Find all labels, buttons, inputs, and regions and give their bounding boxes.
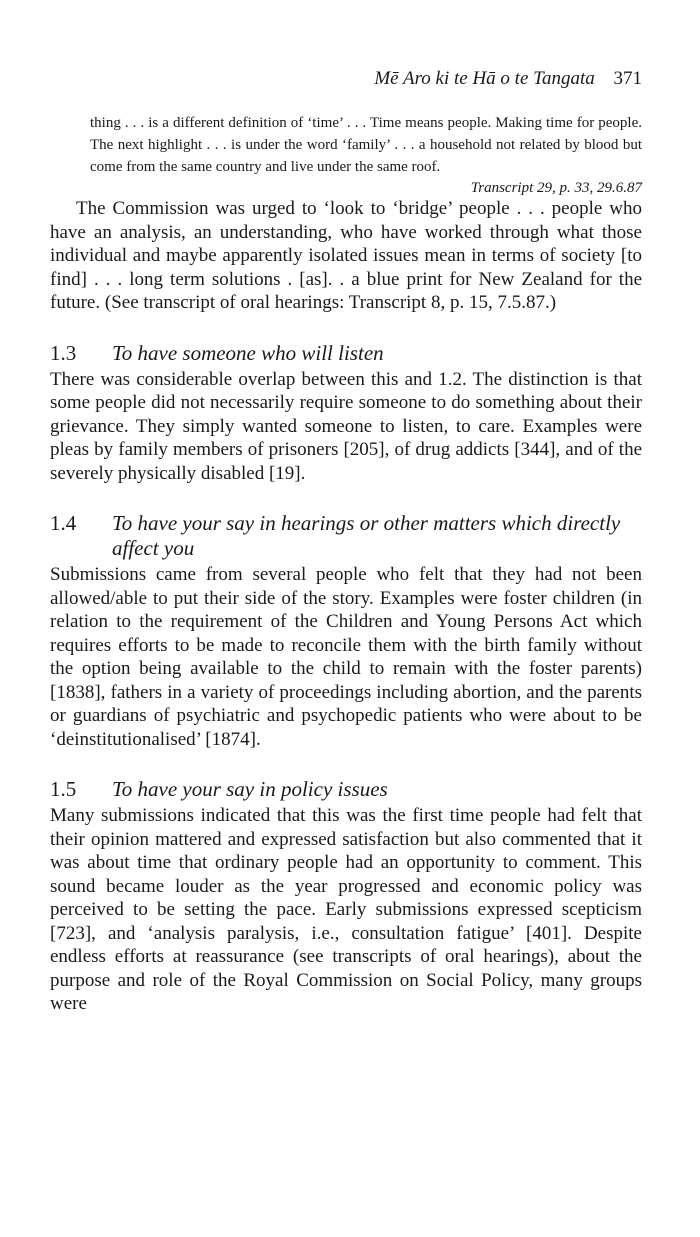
quote-citation: Transcript 29, p. 33, 29.6.87 — [470, 180, 642, 196]
section-body: Many submissions indicated that this was the first time people had felt that their opinion mattered and expressed satisfaction but also commented that it was about time that ordinary people had an opportunity to comment. This sound became louder as the year progressed and economic policy was perceived to be setting the pace. Early submissions expressed scepticism [723], and ‘analysis paralysis, i.e., consultation fatigue’ [401]. Despite endless efforts at reassurance (see transcripts of oral hearings), about the purpose and role of the Royal Commission on Social Policy, many groups were — [50, 805, 642, 1014]
section-1-3 — [50, 341, 642, 486]
page-content — [50, 112, 642, 1016]
intro-paragraph: The Commission was urged to ‘look to ‘bridge’ people . . . people who have an analysis, an understanding, who have worked through what those individual and maybe apparently isolated issues mean in terms of society [to find] . . . long term solutions . [as]. . a blue print for New Zealand for the future. (See transcript of oral hearings: Transcript 8, p. 15, 7.5.87.) — [50, 198, 642, 313]
block-quote: thing . . . is a different definition of ‘time’ . . . Time means people. Making time for people. The next highlight . . . is under the word ‘family’ . . . a household not related by blood but come from the same country and live under the same roof. — [90, 115, 642, 175]
section-heading — [50, 511, 642, 561]
running-head — [374, 68, 642, 90]
section-body: There was considerable overlap between this and 1.2. The distinction is that some people did not necessarily require someone to do something about their grievance. They simply wanted someone to listen, to care. Examples were pleas by family members of prisoners [205], of drug addicts [344], and of the severely physically disabled [19]. — [50, 368, 642, 484]
running-head-title: Mē Aro ki te Hā o te Tangata — [374, 68, 595, 89]
section-heading — [50, 777, 642, 802]
section-number: 1.3 — [50, 340, 77, 365]
section-title: To have your say in hearings or other matters which directly affect you — [112, 511, 621, 560]
section-heading — [50, 341, 642, 366]
section-title: To have your say in policy issues — [112, 777, 388, 801]
section-1-5 — [50, 777, 642, 1016]
section-1-4 — [50, 511, 642, 751]
section-title: To have someone who will listen — [112, 340, 384, 365]
page-number: 371 — [613, 68, 642, 89]
section-number: 1.4 — [50, 511, 77, 535]
section-number: 1.5 — [50, 777, 77, 801]
section-body: Submissions came from several people who felt that they had not been allowed/able to put their side of the story. Examples were foster children (in relation to the requirement of the Children and Young Persons Act which requires efforts to be made to reconcile them with the birth family without the option being available to the child to remain with the foster parents) [1838], fathers in a variety of proceedings including abortion, and the parents or guardians of psychiatric and psychopedic patients who were about to be ‘deinstitutionalised’ [1874]. — [50, 564, 642, 750]
